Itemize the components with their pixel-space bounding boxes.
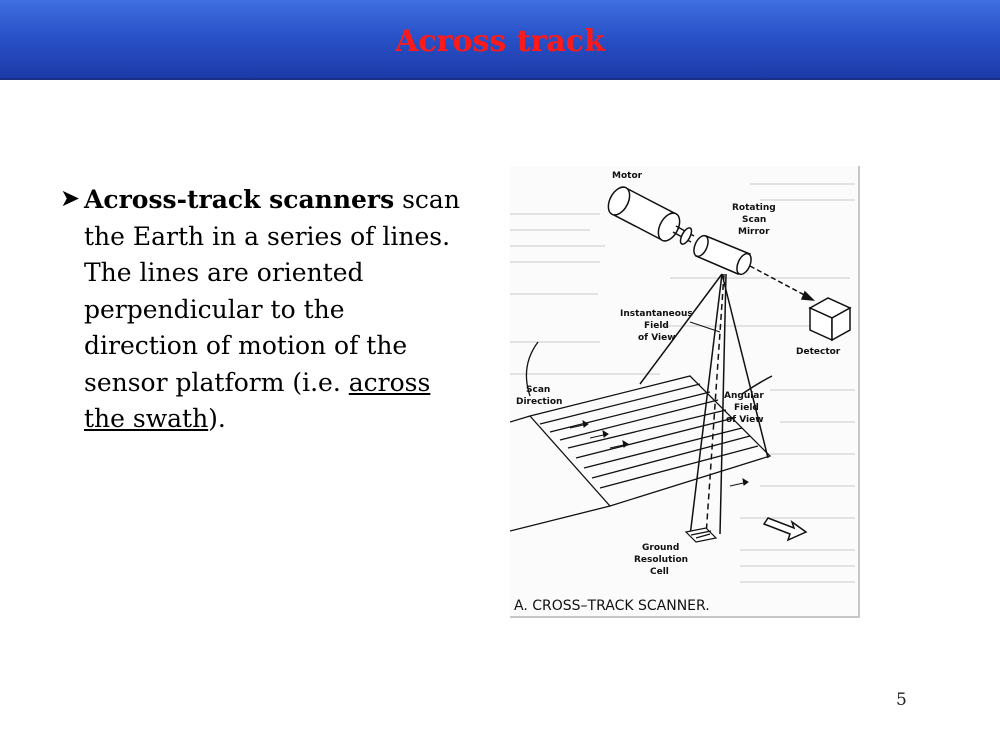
bullet-text: [84, 182, 460, 438]
label-rotating: Rotating: [732, 203, 776, 213]
scan-mirror-shape: [691, 234, 754, 277]
cross-track-scanner-figure: [510, 166, 860, 618]
label-resolution: Resolution: [634, 555, 689, 565]
label-motor: Motor: [612, 171, 643, 181]
label-of-view: of View: [638, 333, 676, 343]
label-scan-direction-1: Scan: [526, 385, 551, 395]
label-mirror: Mirror: [738, 227, 770, 237]
label-angular-of-view: of View: [726, 415, 764, 425]
motor-shape: [604, 184, 694, 246]
label-cell: Cell: [650, 567, 669, 577]
flight-direction-arrow: [764, 518, 806, 540]
bullet-body-text: scan the Earth in a series of lines. The lines are oriented perpendicular to the direction of motion of the sensor platform (i.e.: [84, 185, 460, 397]
bullet-underlined-phrase: across the swath: [84, 367, 431, 433]
bullet-bold-phrase: Across-track scanners: [84, 185, 395, 214]
label-angular: Angular: [724, 391, 764, 401]
figure-caption: A. CROSS–TRACK SCANNER.: [514, 598, 710, 614]
detector-arrow: [750, 266, 813, 300]
label-ground: Ground: [642, 543, 680, 553]
title-bar: [0, 0, 1000, 80]
slide-title: Across track: [395, 24, 605, 59]
bullet-item: [60, 182, 460, 438]
label-instantaneous: Instantaneous: [620, 309, 693, 319]
detector-box: [810, 298, 850, 340]
label-angular-field: Field: [734, 403, 759, 413]
label-field: Field: [644, 321, 669, 331]
label-detector: Detector: [796, 347, 841, 357]
arrow-bullet-icon: ➤: [60, 184, 81, 212]
label-scan: Scan: [742, 215, 767, 225]
bullet-closing-text: ).: [208, 404, 226, 433]
page-number: 5: [896, 690, 907, 710]
scanner-diagram: [510, 166, 860, 618]
label-scan-direction-2: Direction: [516, 397, 563, 407]
